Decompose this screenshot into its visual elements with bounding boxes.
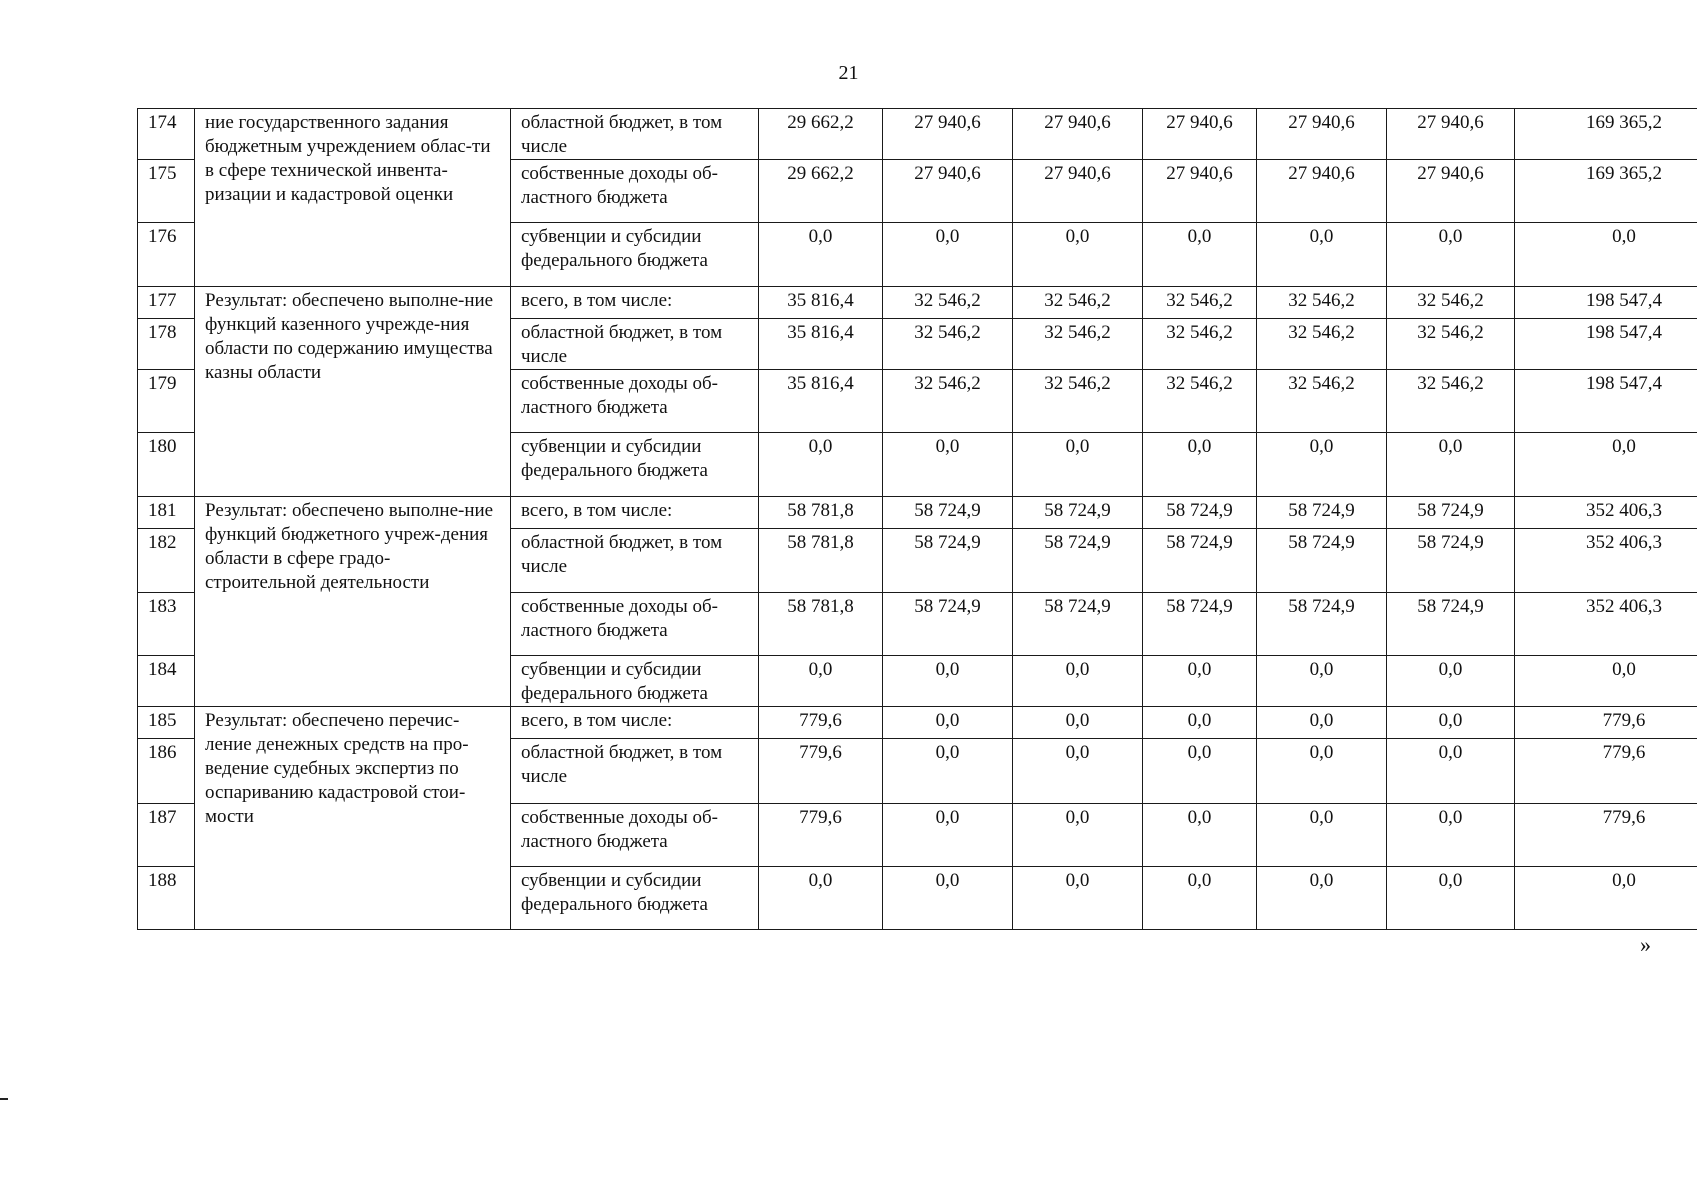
year-value: 0,0 <box>1013 804 1143 867</box>
year-value: 58 724,9 <box>1143 593 1257 656</box>
year-value: 0,0 <box>883 707 1013 739</box>
year-value: 58 724,9 <box>1143 497 1257 529</box>
year-value: 0,0 <box>1387 656 1515 707</box>
year-value: 58 724,9 <box>1387 593 1515 656</box>
total-value: 198 547,4 <box>1515 287 1697 319</box>
year-value: 32 546,2 <box>1013 319 1143 370</box>
funding-source: областной бюджет, в том числе <box>511 739 759 804</box>
year-value: 27 940,6 <box>1143 109 1257 160</box>
total-value: 0,0 <box>1515 223 1697 287</box>
year-value: 779,6 <box>759 804 883 867</box>
year-value: 32 546,2 <box>1387 287 1515 319</box>
total-value: 0,0 <box>1515 656 1697 707</box>
year-value: 27 940,6 <box>883 109 1013 160</box>
row-number: 188 <box>138 867 195 930</box>
year-value: 0,0 <box>1387 707 1515 739</box>
year-value: 32 546,2 <box>883 287 1013 319</box>
year-value: 58 781,8 <box>759 529 883 593</box>
year-value: 0,0 <box>1387 739 1515 804</box>
row-number: 180 <box>138 433 195 497</box>
table-row <box>138 497 1697 529</box>
row-number: 184 <box>138 656 195 707</box>
year-value: 32 546,2 <box>1143 370 1257 433</box>
year-value: 0,0 <box>883 867 1013 930</box>
year-value: 0,0 <box>1143 223 1257 287</box>
year-value: 0,0 <box>1013 867 1143 930</box>
year-value: 32 546,2 <box>1013 287 1143 319</box>
total-value: 198 547,4 <box>1515 370 1697 433</box>
year-value: 27 940,6 <box>1257 109 1387 160</box>
year-value: 58 781,8 <box>759 497 883 529</box>
total-value: 0,0 <box>1515 433 1697 497</box>
year-value: 27 940,6 <box>1257 160 1387 223</box>
year-value: 58 724,9 <box>1013 529 1143 593</box>
year-value: 0,0 <box>1013 223 1143 287</box>
row-number: 181 <box>138 497 195 529</box>
total-value: 779,6 <box>1515 804 1697 867</box>
year-value: 27 940,6 <box>1013 160 1143 223</box>
year-value: 0,0 <box>1387 867 1515 930</box>
row-number: 175 <box>138 160 195 223</box>
page-number: 21 <box>838 62 859 84</box>
table-row <box>138 109 1697 160</box>
result-description: ние государственного задания бюджетным учреждением облас-ти в сфере технической инвента-ризации и кадастровой оценки <box>195 109 511 287</box>
funding-source: всего, в том числе: <box>511 287 759 319</box>
total-value: 169 365,2 <box>1515 109 1697 160</box>
year-value: 0,0 <box>1257 739 1387 804</box>
year-value: 0,0 <box>1257 804 1387 867</box>
funding-source: собственные доходы об-ластного бюджета <box>511 160 759 223</box>
year-value: 0,0 <box>883 804 1013 867</box>
year-value: 0,0 <box>1387 223 1515 287</box>
total-value: 779,6 <box>1515 707 1697 739</box>
year-value: 32 546,2 <box>1387 370 1515 433</box>
year-value: 58 781,8 <box>759 593 883 656</box>
result-description: Результат: обеспечено выполне-ние функций бюджетного учреж-дения области в сфере градо-строительной деятельности <box>195 497 511 707</box>
year-value: 29 662,2 <box>759 109 883 160</box>
year-value: 58 724,9 <box>1257 593 1387 656</box>
year-value: 27 940,6 <box>1013 109 1143 160</box>
total-value: 352 406,3 <box>1515 529 1697 593</box>
year-value: 0,0 <box>1143 433 1257 497</box>
funding-source: собственные доходы об-ластного бюджета <box>511 593 759 656</box>
year-value: 0,0 <box>1013 656 1143 707</box>
row-number: 185 <box>138 707 195 739</box>
table-body <box>138 109 1697 930</box>
funding-source: субвенции и субсидии федерального бюджета <box>511 867 759 930</box>
result-description: Результат: обеспечено перечис-ление денежных средств на про-ведение судебных экспертиз по оспариванию кадастровой стои-мости <box>195 707 511 930</box>
budget-table <box>137 108 1697 930</box>
year-value: 0,0 <box>883 739 1013 804</box>
year-value: 0,0 <box>759 433 883 497</box>
year-value: 58 724,9 <box>1143 529 1257 593</box>
total-value: 169 365,2 <box>1515 160 1697 223</box>
year-value: 0,0 <box>1257 707 1387 739</box>
row-number: 179 <box>138 370 195 433</box>
total-value: 352 406,3 <box>1515 593 1697 656</box>
funding-source: субвенции и субсидии федерального бюджета <box>511 223 759 287</box>
funding-source: собственные доходы об-ластного бюджета <box>511 370 759 433</box>
year-value: 58 724,9 <box>883 529 1013 593</box>
total-value: 0,0 <box>1515 867 1697 930</box>
year-value: 0,0 <box>759 223 883 287</box>
year-value: 32 546,2 <box>1387 319 1515 370</box>
row-number: 182 <box>138 529 195 593</box>
year-value: 32 546,2 <box>1257 319 1387 370</box>
year-value: 0,0 <box>1013 707 1143 739</box>
year-value: 27 940,6 <box>1387 160 1515 223</box>
year-value: 27 940,6 <box>1387 109 1515 160</box>
year-value: 58 724,9 <box>883 497 1013 529</box>
year-value: 58 724,9 <box>1257 497 1387 529</box>
year-value: 58 724,9 <box>1387 497 1515 529</box>
year-value: 32 546,2 <box>883 319 1013 370</box>
row-number: 174 <box>138 109 195 160</box>
row-number: 183 <box>138 593 195 656</box>
year-value: 0,0 <box>1257 867 1387 930</box>
year-value: 0,0 <box>1143 867 1257 930</box>
year-value: 58 724,9 <box>1013 497 1143 529</box>
year-value: 0,0 <box>1143 804 1257 867</box>
funding-source: всего, в том числе: <box>511 707 759 739</box>
table-row <box>138 287 1697 319</box>
year-value: 0,0 <box>1143 707 1257 739</box>
table-row <box>138 707 1697 739</box>
row-number: 177 <box>138 287 195 319</box>
year-value: 32 546,2 <box>1257 287 1387 319</box>
year-value: 58 724,9 <box>883 593 1013 656</box>
year-value: 58 724,9 <box>1387 529 1515 593</box>
year-value: 779,6 <box>759 739 883 804</box>
funding-source: собственные доходы об-ластного бюджета <box>511 804 759 867</box>
row-number: 187 <box>138 804 195 867</box>
year-value: 0,0 <box>1257 656 1387 707</box>
year-value: 58 724,9 <box>1257 529 1387 593</box>
year-value: 32 546,2 <box>1013 370 1143 433</box>
year-value: 32 546,2 <box>1257 370 1387 433</box>
total-value: 352 406,3 <box>1515 497 1697 529</box>
year-value: 35 816,4 <box>759 287 883 319</box>
year-value: 0,0 <box>1257 433 1387 497</box>
total-value: 198 547,4 <box>1515 319 1697 370</box>
year-value: 27 940,6 <box>1143 160 1257 223</box>
funding-source: областной бюджет, в том числе <box>511 319 759 370</box>
closing-quote-mark: » <box>1640 932 1651 957</box>
funding-source: субвенции и субсидии федерального бюджета <box>511 656 759 707</box>
margin-mark <box>0 1098 8 1100</box>
year-value: 0,0 <box>1013 433 1143 497</box>
year-value: 0,0 <box>883 433 1013 497</box>
year-value: 32 546,2 <box>883 370 1013 433</box>
year-value: 29 662,2 <box>759 160 883 223</box>
year-value: 35 816,4 <box>759 319 883 370</box>
row-number: 176 <box>138 223 195 287</box>
total-value: 779,6 <box>1515 739 1697 804</box>
year-value: 32 546,2 <box>1143 319 1257 370</box>
year-value: 58 724,9 <box>1013 593 1143 656</box>
year-value: 32 546,2 <box>1143 287 1257 319</box>
year-value: 0,0 <box>759 656 883 707</box>
year-value: 0,0 <box>1143 739 1257 804</box>
year-value: 0,0 <box>1387 433 1515 497</box>
row-number: 178 <box>138 319 195 370</box>
year-value: 0,0 <box>1013 739 1143 804</box>
funding-source: субвенции и субсидии федерального бюджета <box>511 433 759 497</box>
year-value: 0,0 <box>1257 223 1387 287</box>
year-value: 35 816,4 <box>759 370 883 433</box>
funding-source: всего, в том числе: <box>511 497 759 529</box>
funding-source: областной бюджет, в том числе <box>511 529 759 593</box>
year-value: 0,0 <box>883 656 1013 707</box>
year-value: 0,0 <box>1387 804 1515 867</box>
row-number: 186 <box>138 739 195 804</box>
result-description: Результат: обеспечено выполне-ние функций казенного учрежде-ния области по содержанию имущества казны области <box>195 287 511 497</box>
year-value: 779,6 <box>759 707 883 739</box>
year-value: 0,0 <box>1143 656 1257 707</box>
funding-source: областной бюджет, в том числе <box>511 109 759 160</box>
year-value: 27 940,6 <box>883 160 1013 223</box>
year-value: 0,0 <box>759 867 883 930</box>
year-value: 0,0 <box>883 223 1013 287</box>
